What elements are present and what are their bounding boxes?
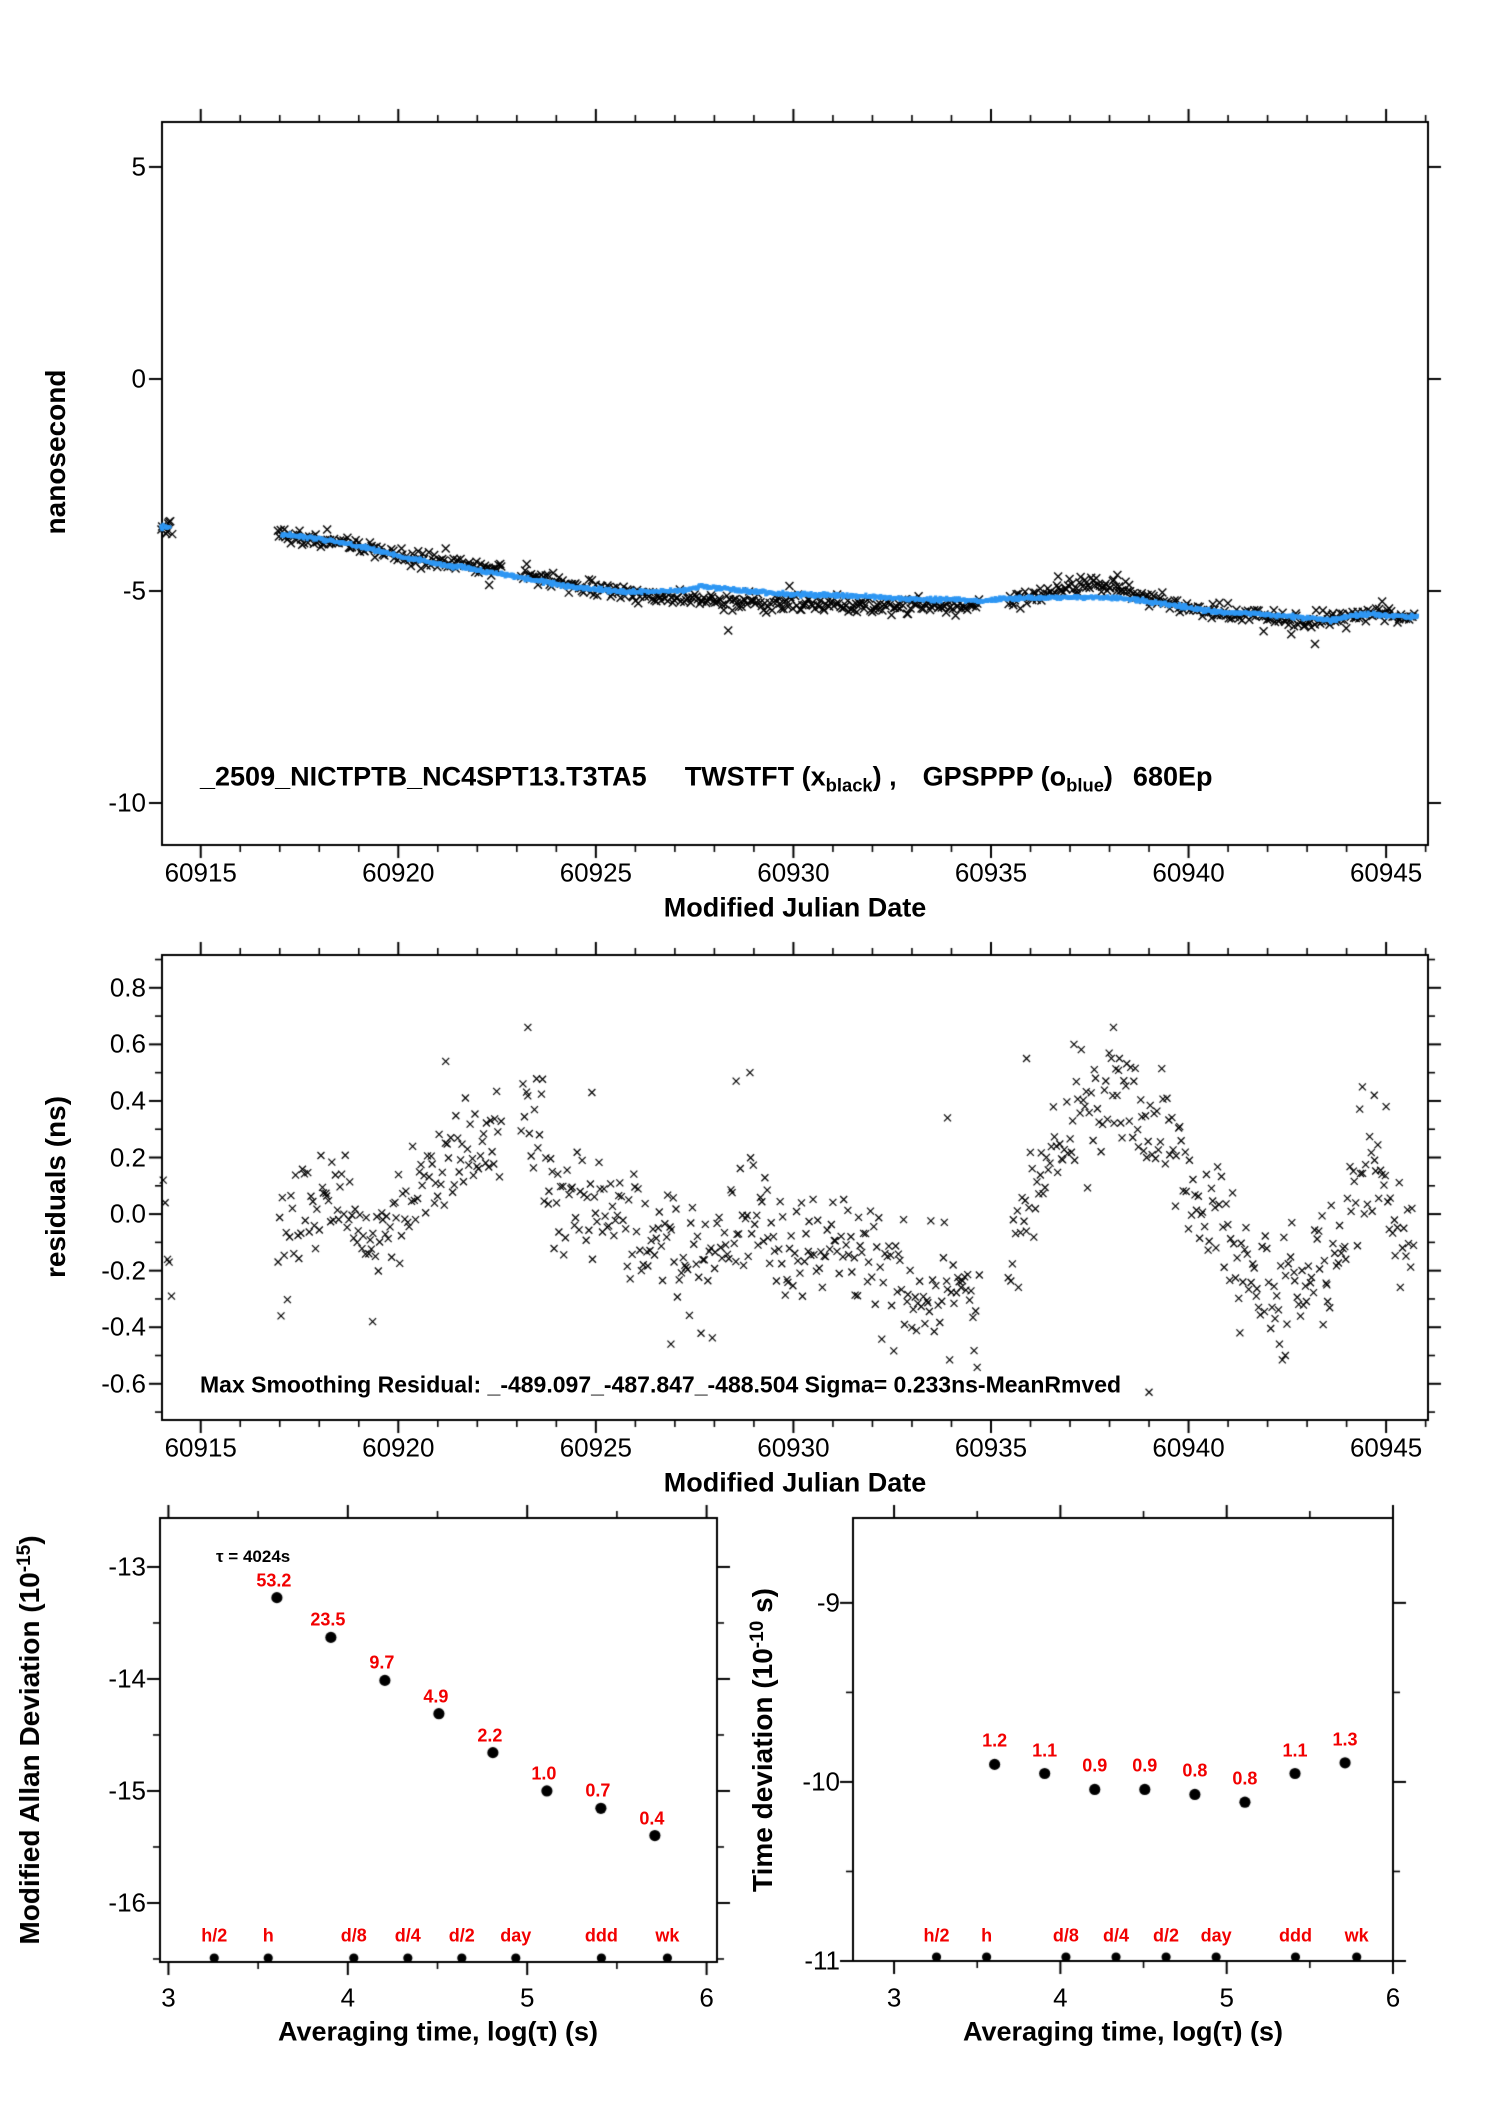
mdev-value-label: 1.0	[531, 1763, 557, 1784]
mdev-y-axis-title-main: Modified Allan Deviation (10	[14, 1572, 45, 1945]
mdev-x-tick-label: 4	[340, 1982, 356, 2013]
tdev-tau-label: h	[981, 1925, 993, 1946]
tdev-y-tick-label: -11	[804, 1945, 840, 1976]
title-gpsppp: GPSPPP (o	[922, 761, 1067, 792]
mdev-y-axis-title-sup: -15	[14, 1544, 36, 1573]
tdev-y-axis-title	[747, 1588, 779, 1892]
tdev-tau-label: d/2	[1153, 1925, 1180, 1946]
residuals-x-axis-title	[664, 1468, 927, 1499]
title-epoch-count: 680Ep	[1132, 761, 1213, 792]
tdev-x-tick-label: 4	[1053, 1982, 1068, 2013]
mdev-tau-label: h/2	[201, 1925, 228, 1946]
middle-x-tick-label: 60925	[559, 1432, 632, 1463]
middle-x-tick-label: 60935	[954, 1432, 1028, 1463]
top-x-tick-label: 60925	[559, 857, 632, 888]
mdev-y-tick-label: -14	[108, 1663, 146, 1694]
middle-x-tick-label: 60945	[1349, 1432, 1423, 1463]
mdev-y-axis-title	[14, 1535, 46, 1944]
mdev-y-axis-title-end: )	[14, 1535, 45, 1545]
tdev-x-tick-label: 3	[886, 1982, 902, 2013]
middle-y-tick-label: 0.2	[109, 1142, 146, 1173]
top-y-tick-label: -10	[108, 787, 146, 818]
tdev-y-axis-title-sup: -10	[747, 1620, 769, 1649]
mdev-value-label: 4.9	[423, 1686, 449, 1707]
mdev-tau-note	[216, 1547, 290, 1567]
middle-y-tick-label: 0.8	[109, 972, 146, 1003]
tdev-y-tick-label: -9	[816, 1587, 840, 1618]
tdev-value-label: 0.8	[1232, 1768, 1258, 1789]
mdev-y-tick-label: -13	[108, 1551, 146, 1582]
mdev-value-label: 0.7	[585, 1780, 611, 1801]
mdev-tau-label: d/4	[394, 1925, 421, 1946]
middle-y-tick-label: 0.0	[109, 1198, 146, 1229]
mdev-tau-label: d/8	[340, 1925, 367, 1946]
tdev-value-label: 1.1	[1282, 1740, 1308, 1761]
top-x-tick-label: 60915	[164, 857, 237, 888]
top-x-tick-label: 60940	[1152, 857, 1225, 888]
tdev-x-axis-title	[963, 2017, 1283, 2048]
top-x-axis-title	[664, 893, 927, 924]
tdev-tau-label: d/8	[1052, 1925, 1079, 1946]
mdev-x-tick-label: 3	[161, 1982, 176, 2013]
middle-y-tick-label: -0.2	[101, 1255, 146, 1286]
tdev-tau-label: wk	[1344, 1925, 1369, 1946]
title-gpsppp-sub: blue	[1066, 774, 1104, 796]
mdev-value-label: 23.5	[310, 1609, 346, 1630]
tdev-y-tick-label: -10	[802, 1766, 840, 1797]
mdev-x-tick-label: 6	[699, 1982, 714, 2013]
top-x-tick-label: 60920	[362, 857, 435, 888]
title-twstft-sub: black	[825, 774, 873, 796]
tdev-value-label: 1.3	[1332, 1729, 1358, 1750]
title-twstft-end: ) ,	[872, 761, 897, 792]
tdev-value-label: 0.8	[1182, 1760, 1208, 1781]
mdev-x-axis-title	[278, 2017, 598, 2048]
tdev-y-axis-title-end: s)	[747, 1588, 778, 1621]
top-plot-title	[200, 761, 1213, 796]
title-gpsppp-end: )	[1103, 761, 1113, 792]
tdev-y-axis-title-main: Time deviation (10	[747, 1648, 778, 1892]
tdev-x-tick-label: 5	[1219, 1982, 1234, 2013]
tdev-value-label: 0.9	[1082, 1755, 1108, 1776]
mdev-tau-label: day	[500, 1925, 532, 1946]
mdev-value-label: 9.7	[369, 1652, 395, 1673]
middle-y-tick-label: 0.4	[109, 1085, 146, 1116]
residuals-annotation	[200, 1372, 1121, 1399]
tdev-x-axis-title-text: Averaging time, log(τ) (s)	[962, 2016, 1284, 2047]
top-y-axis-title-text: nanosecond	[40, 369, 71, 535]
middle-y-tick-label: 0.6	[109, 1028, 146, 1059]
top-x-tick-label: 60930	[757, 857, 830, 888]
tdev-value-label: 1.2	[982, 1730, 1008, 1751]
mdev-value-label: 53.2	[256, 1570, 292, 1591]
middle-x-tick-label: 60915	[164, 1432, 237, 1463]
middle-x-tick-label: 60920	[362, 1432, 435, 1463]
tdev-value-label: 1.1	[1032, 1740, 1058, 1761]
mdev-x-tick-label: 5	[519, 1982, 535, 2013]
residuals-y-axis-title-text: residuals (ns)	[40, 1095, 71, 1279]
mdev-value-label: 0.4	[639, 1808, 665, 1829]
middle-x-tick-label: 60940	[1152, 1432, 1225, 1463]
middle-y-tick-label: -0.4	[101, 1311, 146, 1342]
top-y-tick-label: 0	[131, 363, 146, 394]
tdev-tau-label: h/2	[923, 1925, 950, 1946]
tdev-tau-label: day	[1200, 1925, 1232, 1946]
top-y-tick-label: 5	[131, 151, 146, 182]
tdev-tau-label: d/4	[1102, 1925, 1130, 1946]
title-twstft: TWSTFT (x	[684, 761, 826, 792]
mdev-value-label: 2.2	[477, 1725, 503, 1746]
mdev-tau-label: d/2	[448, 1925, 475, 1946]
mdev-tau-note-text: τ = 4024s	[216, 1547, 291, 1566]
middle-y-tick-label: -0.6	[101, 1368, 146, 1399]
top-x-axis-title-text: Modified Julian Date	[663, 892, 927, 923]
top-x-tick-label: 60935	[954, 857, 1028, 888]
title-dataset-id: _2509_NICTPTB_NC4SPT13.T3TA5	[200, 761, 647, 792]
residuals-y-axis-title	[40, 1096, 72, 1278]
residuals-x-axis-title-text: Modified Julian Date	[663, 1467, 927, 1498]
tdev-tau-label: ddd	[1278, 1925, 1312, 1946]
middle-x-tick-label: 60930	[757, 1432, 830, 1463]
mdev-tau-label: ddd	[584, 1925, 618, 1946]
top-y-tick-label: -5	[122, 575, 146, 606]
mdev-y-tick-label: -16	[108, 1887, 146, 1918]
mdev-y-tick-label: -15	[108, 1775, 146, 1806]
tdev-value-label: 0.9	[1132, 1755, 1158, 1776]
tdev-x-tick-label: 6	[1385, 1982, 1401, 2013]
top-y-axis-title	[40, 370, 72, 535]
residuals-annotation-text: Max Smoothing Residual: _-489.097_-487.847_-488.504 Sigma= 0.233ns-MeanRmved	[200, 1371, 1122, 1398]
mdev-tau-label: h	[262, 1925, 274, 1946]
mdev-tau-label: wk	[655, 1925, 680, 1946]
mdev-x-axis-title-text: Averaging time, log(τ) (s)	[277, 2016, 599, 2047]
top-x-tick-label: 60945	[1349, 857, 1423, 888]
